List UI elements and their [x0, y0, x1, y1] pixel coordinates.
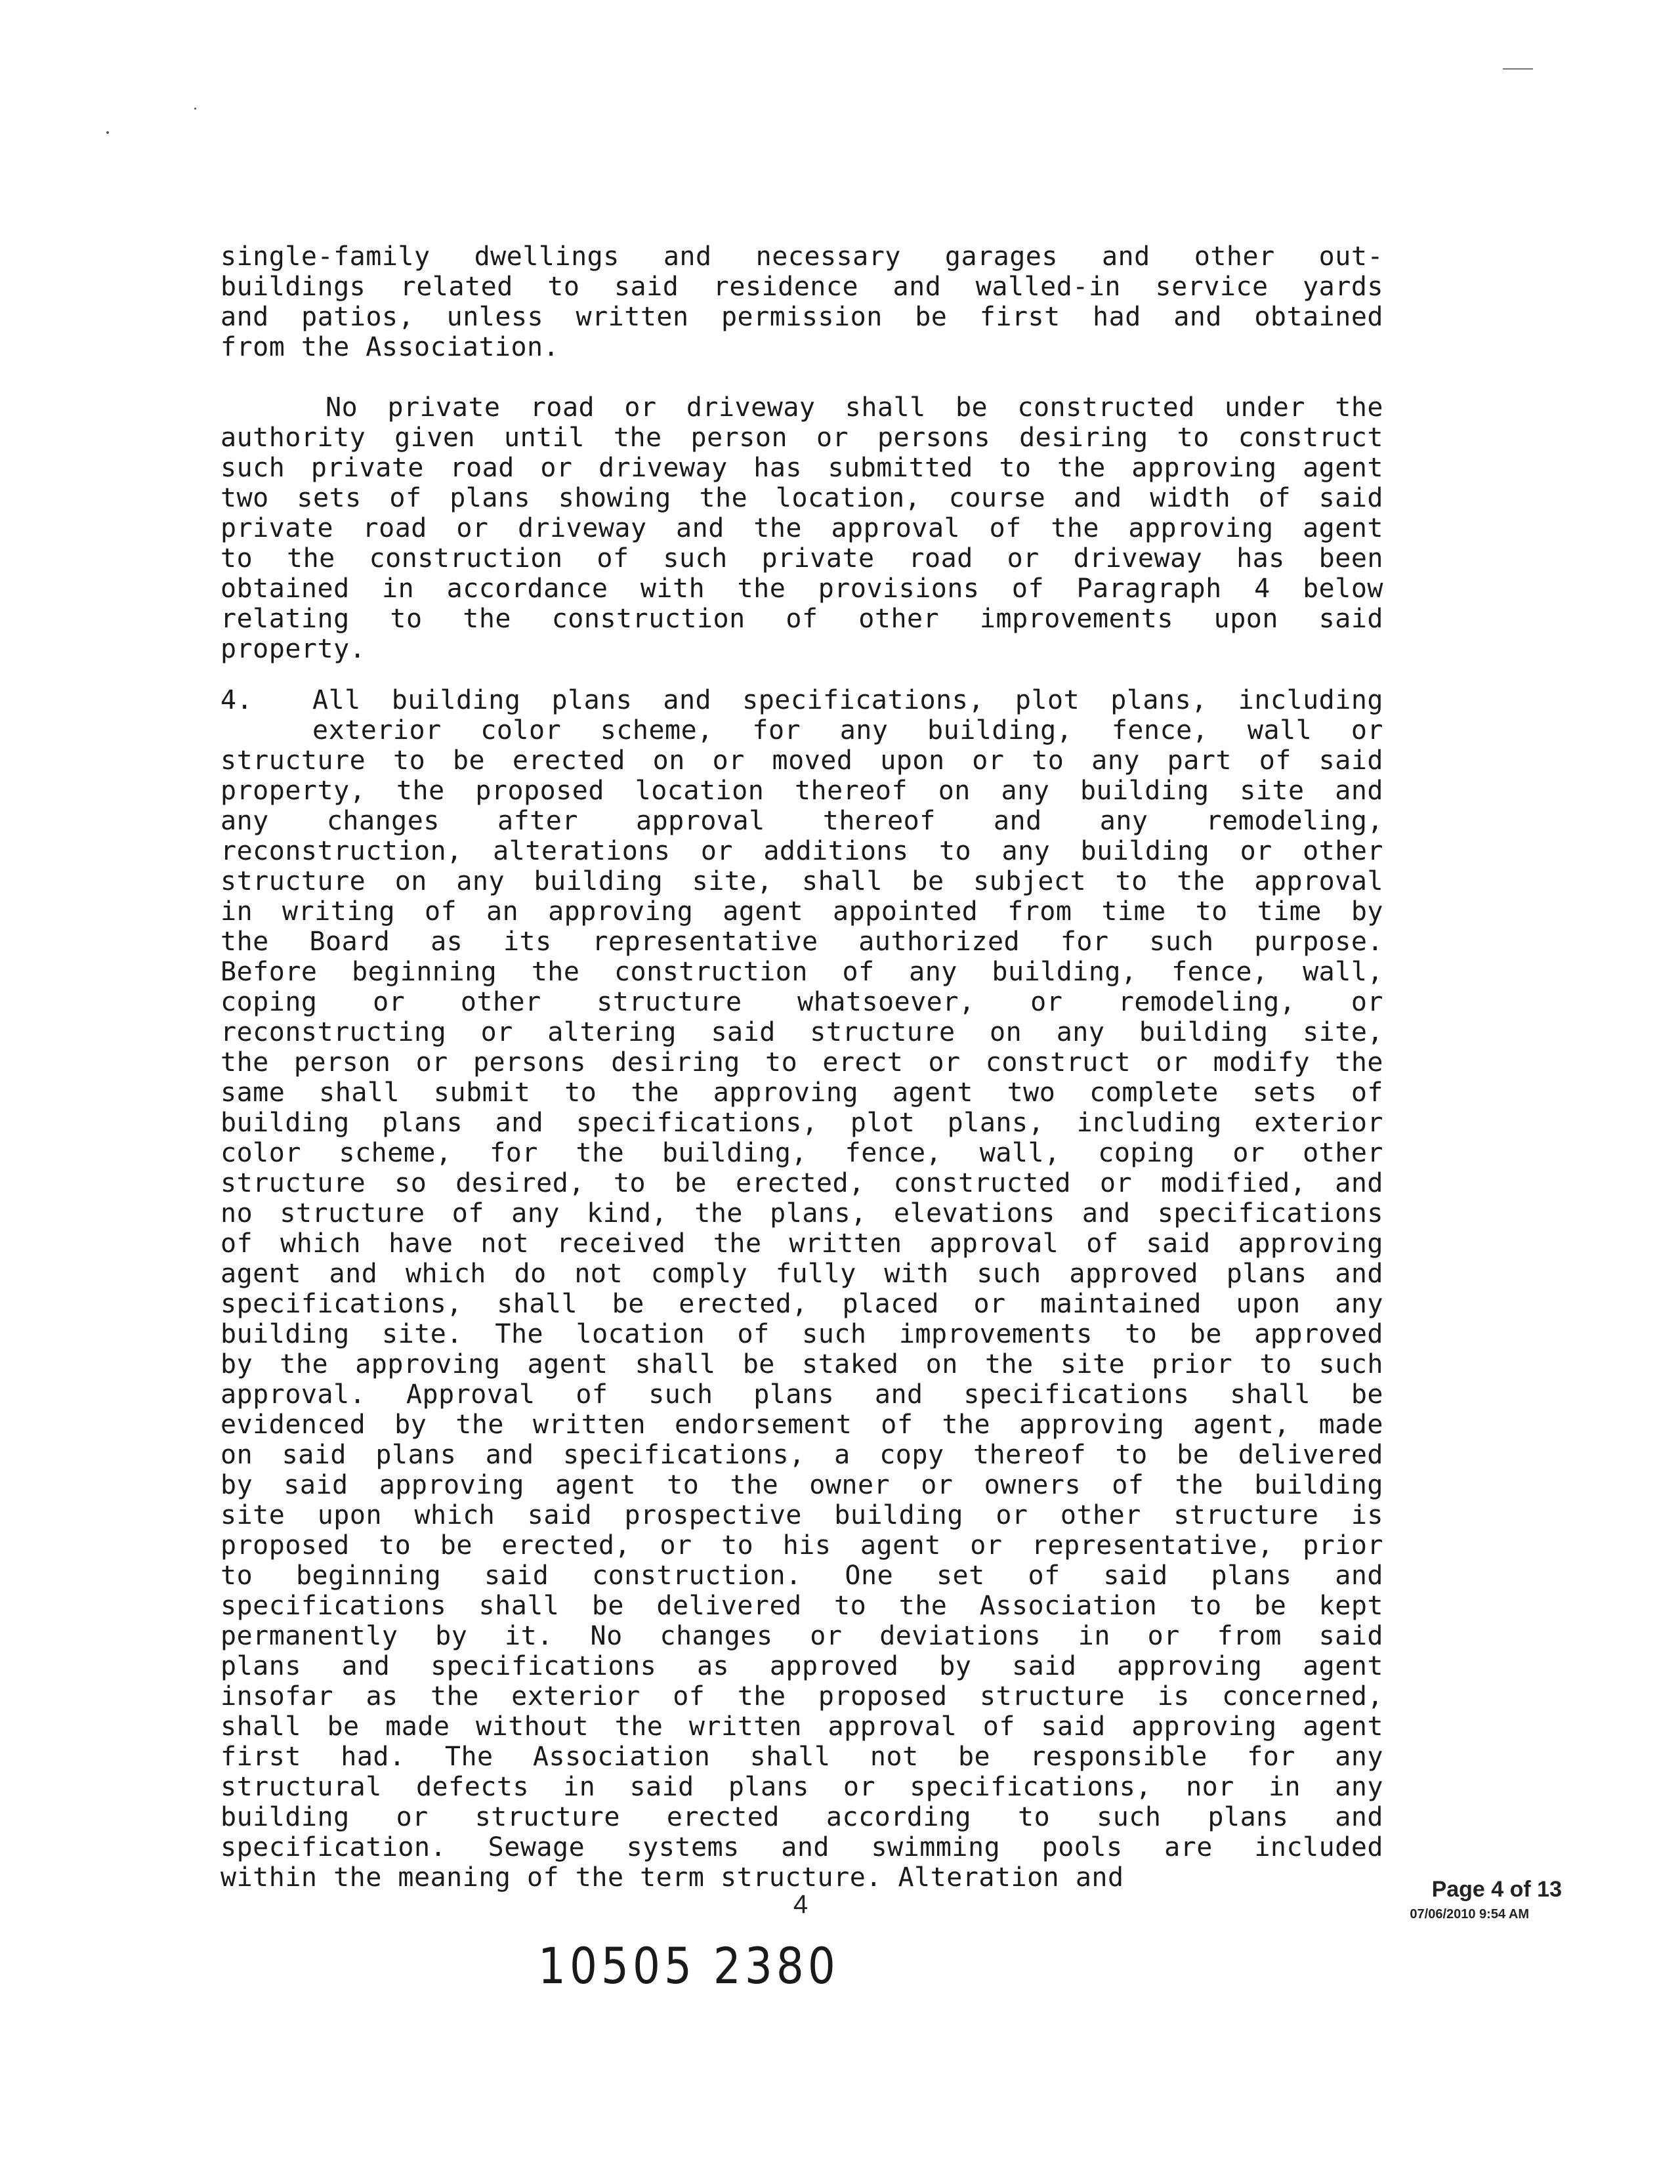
text-line: specifications shall be delivered to the Association to be kept: [220, 1591, 1383, 1621]
text-line: specification. Sewage systems and swimming pools are included: [220, 1832, 1383, 1862]
text-line: such private road or driveway has submitted to the approving agent: [220, 453, 1383, 483]
text-line: color scheme, for the building, fence, wall, coping or other: [220, 1138, 1383, 1168]
text-line: reconstruction, alterations or additions to any building or other: [220, 836, 1383, 866]
text-line: building or structure erected according to such plans and: [220, 1802, 1383, 1832]
paragraph-dwellings: [220, 242, 1383, 362]
text-line: authority given until the person or persons desiring to construct: [220, 423, 1383, 453]
text-line: evidenced by the written endorsement of the approving agent, made: [220, 1410, 1383, 1440]
text-line: Before beginning the construction of any building, fence, wall,: [220, 957, 1383, 987]
text-line: to the construction of such private road or driveway has been: [220, 543, 1383, 574]
text-line: property, the proposed location thereof on any building site and: [220, 776, 1383, 806]
text-line: proposed to be erected, or to his agent or representative, prior: [220, 1530, 1383, 1561]
text-line: any changes after approval thereof and any remodeling,: [220, 806, 1383, 836]
scan-mark: [1503, 68, 1533, 70]
text-line: approval. Approval of such plans and specifications shall be: [220, 1379, 1383, 1410]
text-line: two sets of plans showing the location, course and width of said: [220, 483, 1383, 513]
text-line: structure to be erected on or moved upon or to any part of said: [220, 746, 1383, 776]
text-line: building plans and specifications, plot plans, including exterior: [220, 1108, 1383, 1138]
text-line: relating to the construction of other improvements upon said: [220, 604, 1383, 634]
text-line: No private road or driveway shall be constructed under the: [326, 392, 1383, 423]
text-line: structure on any building site, shall be subject to the approval: [220, 866, 1383, 896]
text-line: within the meaning of the term structure. Alteration and: [220, 1862, 1124, 1893]
text-line: permanently by it. No changes or deviations in or from said: [220, 1621, 1383, 1651]
page-count-label: Page 4 of 13: [1431, 1877, 1562, 1902]
text-line: obtained in accordance with the provisions of Paragraph 4 below: [220, 574, 1383, 604]
paragraph-4-building-plans: [220, 685, 1383, 1893]
text-line: no structure of any kind, the plans, elevations and specifications: [220, 1198, 1383, 1228]
text-line: to beginning said construction. One set of said plans and: [220, 1561, 1383, 1591]
text-line: from the Association.: [220, 332, 560, 362]
text-line: the person or persons desiring to erect or construct or modify the: [220, 1047, 1383, 1078]
text-line: single-family dwellings and necessary garages and other out-: [220, 242, 1383, 272]
page-number: 4: [793, 1890, 808, 1919]
text-line: of which have not received the written approval of said approving: [220, 1228, 1383, 1259]
print-timestamp: 07/06/2010 9:54 AM: [1410, 1907, 1529, 1922]
text-line: on said plans and specifications, a copy thereof to be delivered: [220, 1440, 1383, 1470]
text-line: private road or driveway and the approval of the approving agent: [220, 513, 1383, 543]
paragraph-private-road: [220, 392, 1383, 664]
text-line: building site. The location of such improvements to be approved: [220, 1319, 1383, 1349]
text-line: structural defects in said plans or specifications, nor in any: [220, 1772, 1383, 1802]
text-line: property.: [220, 634, 366, 664]
text-line: by the approving agent shall be staked on the site prior to such: [220, 1349, 1383, 1379]
scan-speck: [194, 108, 196, 110]
text-line: by said approving agent to the owner or owners of the building: [220, 1470, 1383, 1500]
text-line: buildings related to said residence and walled-in service yards: [220, 272, 1383, 302]
scan-speck: [106, 131, 109, 134]
text-line: plans and specifications as approved by said approving agent: [220, 1651, 1383, 1681]
paragraph-number: 4.: [220, 685, 253, 715]
text-line: the Board as its representative authorized for such purpose.: [220, 927, 1383, 957]
text-line: structure so desired, to be erected, constructed or modified, and: [220, 1168, 1383, 1198]
text-line: exterior color scheme, for any building, fence, wall or: [312, 715, 1383, 746]
text-line: specifications, shall be erected, placed or maintained upon any: [220, 1289, 1383, 1319]
text-line: shall be made without the written approval of said approving agent: [220, 1712, 1383, 1742]
text-line-content: All building plans and specifications, plot plans, including: [312, 685, 1383, 715]
text-line: site upon which said prospective building or other structure is: [220, 1500, 1383, 1530]
text-line: reconstructing or altering said structure on any building site,: [220, 1017, 1383, 1047]
text-line: same shall submit to the approving agent two complete sets of: [220, 1078, 1383, 1108]
text-line: in writing of an approving agent appointed from time to time by: [220, 896, 1383, 927]
text-line: coping or other structure whatsoever, or remodeling, or: [220, 987, 1383, 1017]
text-line: insofar as the exterior of the proposed structure is concerned,: [220, 1681, 1383, 1712]
text-line: and patios, unless written permission be first had and obtained: [220, 302, 1383, 332]
text-line: first had. The Association shall not be responsible for any: [220, 1742, 1383, 1772]
text-line: [220, 685, 1383, 715]
recording-book-page-stamp: 10505 2380: [538, 1937, 839, 1996]
text-line: agent and which do not comply fully with such approved plans and: [220, 1259, 1383, 1289]
